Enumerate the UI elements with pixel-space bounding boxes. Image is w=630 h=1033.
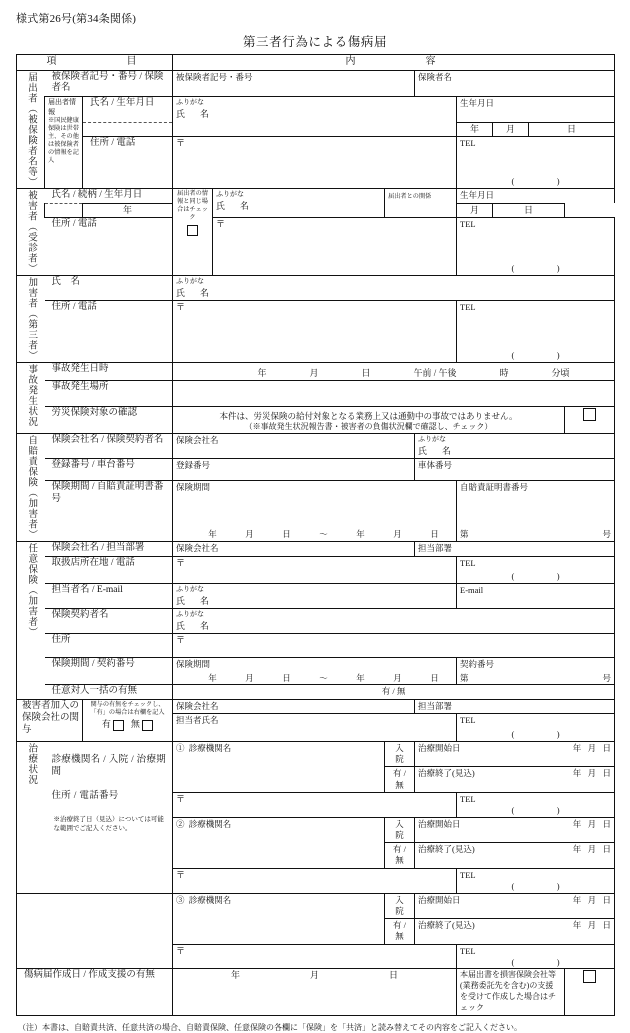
creation-month: 月 (310, 970, 320, 981)
jibaiseki-period-title: 保険期間 (173, 480, 457, 528)
notifier-dob-month[interactable]: 月 (493, 122, 529, 136)
voluntary-tel-field[interactable]: ( ) (457, 570, 615, 584)
notifier-row-3 (17, 137, 615, 175)
notifier-dob-year[interactable]: 年 (457, 122, 493, 136)
victim-insurance-dept-field[interactable]: 担当部署 (415, 700, 615, 714)
creation-year: 年 (231, 970, 241, 981)
treatment-hosp-label-3: 入 院 (385, 893, 415, 919)
assailant-row-1 (17, 276, 615, 301)
treatment-end-3[interactable]: 治療終了(見込) 年 月 日 (415, 919, 615, 945)
voluntary-dept-field[interactable]: 担当部署 (415, 541, 615, 556)
treatment-clinic-2[interactable]: ② 診療機関名 (173, 817, 385, 868)
victim-address-field[interactable]: 〒 (213, 218, 457, 276)
voluntary-row-1 (17, 541, 615, 556)
main-form-table (16, 54, 615, 1016)
jibaiseki-certno-title: 自賠責証明書番号 (457, 480, 615, 528)
treatment-tel-2[interactable]: TEL ( ) (457, 868, 615, 893)
voluntary-holder-field[interactable]: ふりがな 氏 名 (173, 609, 615, 634)
treatment-hosp-value-1[interactable]: 有 / 無 (385, 767, 415, 793)
jibaiseki-period-field[interactable]: 年 月 日 ～ 年 月 日 (173, 528, 457, 541)
voluntary-row-7 (17, 685, 615, 700)
accident-place-field[interactable] (173, 381, 615, 407)
treatment-label-1: 診療機関名 / 入院 / 治療期間 (51, 754, 167, 777)
victim-dob-year[interactable]: 年 (83, 203, 173, 217)
creation-label: 傷病届作成日 / 作成支援の有無 (17, 969, 173, 1015)
rousai-checkbox-cell[interactable] (565, 407, 615, 434)
victim-vertical-label-cell (17, 189, 45, 276)
assailant-name-label: 氏 名 (45, 276, 173, 301)
treatment-address-3[interactable]: 〒 (173, 944, 457, 969)
accident-datetime-field[interactable] (173, 363, 615, 381)
jibaiseki-row-3 (17, 480, 615, 528)
creation-day: 日 (389, 970, 399, 981)
victim-tel-label: TEL (457, 218, 615, 262)
treatment-note: ※治療終了日（見込）については可能な範囲でご記入ください。 (53, 816, 164, 833)
voluntary-row-5 (17, 634, 615, 658)
treatment-labels-cell (45, 741, 173, 893)
notifier-id-field[interactable]: 被保険者記号・番号 (173, 70, 415, 97)
accident-ampm: 午前 / 午後 (413, 368, 457, 378)
treatment-tel-3[interactable]: TEL ( ) (457, 944, 615, 969)
voluntary-staff-field[interactable]: ふりがな 氏 名 (173, 584, 457, 609)
voluntary-email-field[interactable]: E-mail (457, 584, 615, 609)
accident-year: 年 (257, 368, 267, 378)
victim-insurance-staff-field[interactable]: 担当者氏名 (173, 714, 457, 742)
accident-place-label: 事故発生場所 (45, 381, 173, 407)
victim-name-field[interactable]: ふりがな 氏 名 (213, 189, 385, 218)
victim-dob-day[interactable]: 日 (493, 203, 565, 217)
accident-row-1 (17, 363, 615, 381)
accident-hour: 時 (499, 368, 509, 378)
table-header-row (17, 55, 615, 71)
creation-row (17, 969, 615, 1015)
jibaiseki-company-label: 保険会社名 / 保険契約者名 (45, 433, 173, 458)
notifier-name-label: 氏名 / 生年月日 (83, 97, 173, 123)
treatment-tel-1[interactable]: TEL ( ) (457, 792, 615, 817)
victim-tel-field[interactable]: ( ) (457, 262, 615, 276)
treatment-start-3[interactable]: 治療開始日 年 月 日 (415, 893, 615, 919)
victim-row-1 (17, 189, 615, 204)
assailant-vertical-label: 加害者（第三者） (26, 277, 37, 361)
notifier-info-note-cell (45, 97, 83, 189)
accident-day: 日 (361, 368, 371, 378)
voluntary-address-label: 住所 (45, 634, 173, 658)
voluntary-holder-label: 保険契約者名 (45, 609, 173, 634)
creation-support-note: 本届出書を損害保険会社等(業務委託先を含む)の支援を受けて作成した場合はチェック (460, 970, 557, 1012)
voluntary-row-4 (17, 609, 615, 634)
voluntary-company-field[interactable]: 保険会社名 (173, 541, 415, 556)
document-title: 第三者行為による傷病届 (242, 35, 388, 49)
treatment-hosp-label-1: 入 院 (385, 741, 415, 767)
treatment-row-3c (17, 944, 615, 969)
victim-same-as-notifier-checkbox[interactable] (187, 225, 198, 236)
victim-insurance-label: 被害者加入の保険会社の関与 (17, 700, 83, 742)
victim-insurance-row-1 (17, 700, 615, 714)
treatment-address-1[interactable]: 〒 (173, 792, 457, 817)
notifier-id-label: 被保険者記号・番号 / 保険者名 (45, 70, 173, 97)
assailant-name-field[interactable]: ふりがな 氏 名 (173, 276, 615, 301)
jibaiseki-company-field[interactable]: 保険会社名 (173, 433, 415, 458)
victim-insurance-yes-checkbox[interactable] (113, 720, 124, 731)
treatment-row-1 (17, 741, 615, 767)
victim-insurance-tel-label: TEL (457, 714, 615, 728)
creation-support-checkbox[interactable] (583, 970, 596, 983)
jibaiseki-row-1 (17, 433, 615, 458)
accident-vertical-label: 事故発生状況 (26, 364, 37, 427)
assailant-vertical-label-cell (17, 276, 45, 363)
voluntary-row-6 (17, 658, 615, 672)
victim-same-as-notifier-cell[interactable] (173, 189, 213, 276)
accident-month: 月 (309, 368, 319, 378)
form-number: 様式第26号(第34条関係) (16, 13, 137, 25)
notifier-dob-day[interactable]: 日 (529, 122, 615, 136)
footnote: （注）本書は、自賠責共済、任意共済の場合、自賠責保険、任意保険の各欄に「保険」を「共済」と読み替えてその内容をご記入ください。 (18, 1022, 522, 1032)
jibaiseki-period-label: 保険期間 / 自賠責証明書番号 (45, 480, 173, 541)
voluntary-row-2 (17, 556, 615, 570)
jibaiseki-regno-label: 登録番号 / 車台番号 (45, 458, 173, 480)
treatment-end-1[interactable]: 治療終了(見込) 年 月 日 (415, 767, 615, 793)
victim-dob-label: 生年月日 (457, 189, 615, 204)
treatment-start-1[interactable]: 治療開始日 年 月 日 (415, 741, 615, 767)
jibaiseki-vertical-label: 自賠責保険（加害者） (26, 434, 37, 540)
voluntary-row-3 (17, 584, 615, 609)
victim-insurance-tel-field[interactable]: ( ) (457, 728, 615, 742)
voluntary-period-field[interactable]: 年 月 日 ～ 年 月 日 (173, 672, 457, 685)
assailant-address-field[interactable]: 〒 (173, 301, 457, 363)
voluntary-vertical-label-cell (17, 541, 45, 699)
treatment-clinic-1[interactable]: ① 診療機関名 (173, 741, 385, 792)
voluntary-ikkatsu-field[interactable]: 有 / 無 (173, 685, 615, 700)
victim-row-2 (17, 218, 615, 262)
header-content-col: 内 容 (173, 55, 615, 71)
voluntary-contractno-title: 契約番号 (457, 658, 615, 672)
notifier-row-1 (17, 70, 615, 97)
victim-address-label: 住所 / 電話 (45, 218, 173, 276)
voluntary-ikkatsu-label: 任意対人一括の有無 (45, 685, 173, 700)
accident-datetime-label: 事故発生日時 (45, 363, 173, 381)
treatment-address-2[interactable]: 〒 (173, 868, 457, 893)
notifier-dob-label: 生年月日 (457, 97, 615, 123)
treatment-vertical-label-cell (17, 741, 45, 893)
accident-row-3 (17, 407, 615, 434)
victim-relation-field[interactable]: 届出者との関係 (385, 189, 457, 218)
victim-insurance-check-note: 関与の有無をチェックし、「有」の場合は右欄を記入 (90, 701, 165, 717)
notifier-address-label: 住所 / 電話 (83, 137, 173, 189)
victim-insurance-company-field[interactable]: 保険会社名 (173, 700, 415, 714)
notifier-insurer-field[interactable]: 保険者名 (415, 70, 615, 97)
creation-support-note-cell (457, 969, 565, 1015)
voluntary-contractno-field[interactable]: 第 号 (457, 672, 615, 685)
treatment-label-2: 住所 / 電話番号 (51, 790, 119, 801)
treatment-row-3 (17, 893, 615, 919)
jibaiseki-chassis-field[interactable]: 車体番号 (415, 458, 615, 480)
assailant-row-2 (17, 301, 615, 349)
jibaiseki-certno-field[interactable]: 第 号 (457, 528, 615, 541)
creation-date-field[interactable] (173, 969, 457, 1015)
treatment-hosp-label-2: 入 院 (385, 817, 415, 843)
notifier-info-note-title: 届出者情報 (48, 98, 76, 116)
form-page (0, 10, 630, 1032)
victim-vertical-label: 被害者（受診者） (25, 190, 36, 274)
voluntary-tel-label: TEL (457, 556, 615, 570)
notifier-tel-label: TEL (457, 137, 615, 175)
notifier-vertical-label-cell (17, 70, 45, 189)
accident-minute: 分頃 (551, 368, 570, 378)
victim-same-as-notifier-note: 届出者の情報と同じ場合はチェック (177, 190, 208, 222)
treatment-start-2[interactable]: 治療開始日 年 月 日 (415, 817, 615, 843)
voluntary-agency-field[interactable]: 〒 (173, 556, 457, 584)
notifier-row-2 (17, 97, 615, 123)
rousai-check-text: 本件は、労災保険の給付対象となる業務上又は通勤中の事故ではありません。 （※事故発生状況報告書・被害者の負傷状況欄で確認し、チェック） (173, 407, 565, 434)
victim-insurance-no-label: 無 (130, 719, 140, 730)
voluntary-agency-label: 取扱店所在地 / 電話 (45, 556, 173, 584)
victim-insurance-check-cell[interactable] (83, 700, 173, 742)
rousai-check-label: 労災保険対象の確認 (45, 407, 173, 434)
notifier-info-note-body: ※国民健康保険は世帯主、その他は被保険者の情報を記入 (48, 117, 79, 165)
rousai-checkbox[interactable] (583, 408, 596, 421)
notifier-address-field[interactable]: 〒 (173, 137, 457, 189)
voluntary-vertical-label: 任意保険（加害者） (26, 542, 37, 638)
jibaiseki-row-2 (17, 458, 615, 480)
treatment-clinic-3[interactable]: ③ 診療機関名 (173, 893, 385, 944)
jibaiseki-holder-field[interactable]: ふりがな 氏 名 (415, 433, 615, 458)
assailant-address-label: 住所 / 電話 (45, 301, 173, 363)
treatment-hosp-value-2[interactable]: 有 / 無 (385, 843, 415, 869)
voluntary-period-label: 保険期間 / 契約番号 (45, 658, 173, 685)
victim-insurance-no-checkbox[interactable] (142, 720, 153, 731)
voluntary-period-title: 保険期間 (173, 658, 457, 672)
notifier-name-field[interactable]: ふりがな 氏 名 (173, 97, 457, 137)
jibaiseki-regno-field[interactable]: 登録番号 (173, 458, 415, 480)
treatment-vertical-label: 治療状況 (26, 742, 37, 785)
voluntary-staff-label: 担当者名 / E-mail (45, 584, 173, 609)
voluntary-address-field[interactable]: 〒 (173, 634, 615, 658)
treatment-hosp-value-3[interactable]: 有 / 無 (385, 919, 415, 945)
notifier-tel-field[interactable]: ( ) (457, 175, 615, 189)
voluntary-company-label: 保険会社名 / 担当部署 (45, 541, 173, 556)
accident-vertical-label-cell (17, 363, 45, 434)
notifier-vertical-label: 届出者（被保険者名等） (25, 71, 36, 187)
treatment-end-2[interactable]: 治療終了(見込) 年 月 日 (415, 843, 615, 869)
accident-row-2 (17, 381, 615, 407)
victim-name-label: 氏名 / 続柄 / 生年月日 (45, 189, 173, 204)
victim-insurance-yes-label: 有 (101, 719, 111, 730)
assailant-tel-field[interactable]: ( ) (457, 349, 615, 363)
jibaiseki-vertical-label-cell (17, 433, 45, 541)
victim-dob-month[interactable]: 月 (457, 203, 493, 217)
creation-support-checkbox-cell[interactable] (565, 969, 615, 1015)
assailant-tel-label: TEL (457, 301, 615, 349)
header-item-col: 項 目 (17, 55, 173, 71)
